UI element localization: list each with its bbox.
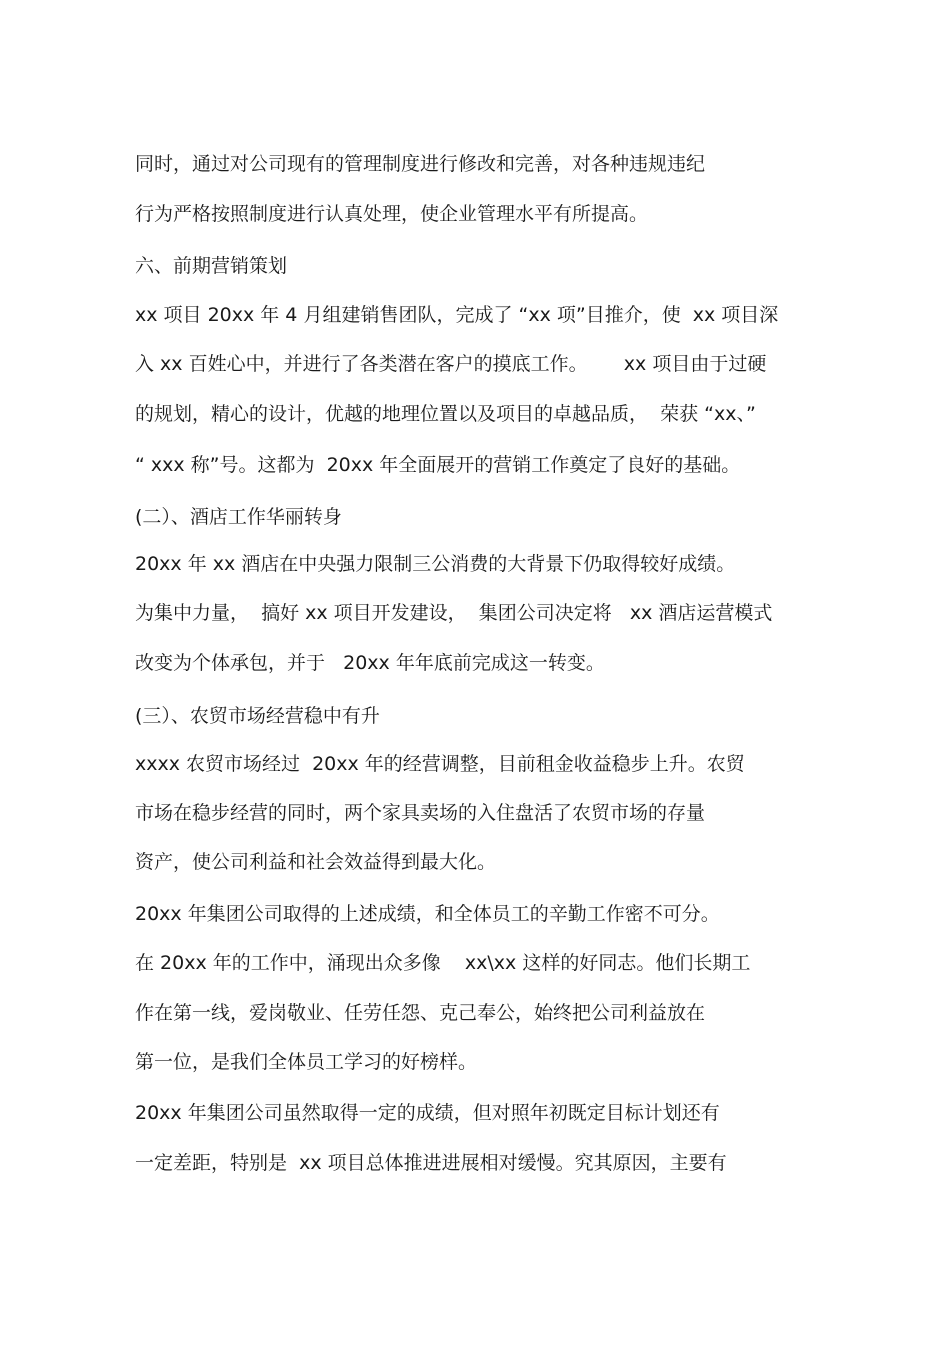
text-line: 20xx 年 xx 酒店在中央强力限制三公消费的大背景下仍取得较好成绩。 <box>135 553 736 575</box>
text-line: 行为严格按照制度进行认真处理，使企业管理水平有所提高。 <box>135 203 649 225</box>
text-line: “ xxx 称”号。这都为 20xx 年全面展开的营销工作奠定了良好的基础。 <box>135 454 741 476</box>
text-line: 资产，使公司利益和社会效益得到最大化。 <box>135 851 497 873</box>
text-line: 入 xx 百姓心中，并进行了各类潜在客户的摸底工作。 xx 项目由于过硬 <box>135 353 767 375</box>
text-line: 市场在稳步经营的同时，两个家具卖场的入住盘活了农贸市场的存量 <box>135 802 706 824</box>
text-line: 改变为个体承包，并于 20xx 年年底前完成这一转变。 <box>135 652 605 674</box>
text-line: 同时，通过对公司现有的管理制度进行修改和完善，对各种违规违纪 <box>135 153 706 175</box>
text-line: 20xx 年集团公司虽然取得一定的成绩，但对照年初既定目标计划还有 <box>135 1102 720 1124</box>
text-line: 为集中力量， 搞好 xx 项目开发建设， 集团公司决定将 xx 酒店运营模式 <box>135 602 773 624</box>
text-line: 的规划，精心的设计，优越的地理位置以及项目的卓越品质， 荣获 “xx、” <box>135 403 756 425</box>
text-line: xxxx 农贸市场经过 20xx 年的经营调整，目前租金收益稳步上升。农贸 <box>135 753 745 775</box>
text-line: xx 项目 20xx 年 4 月组建销售团队，完成了 “xx 项”目推介，使 xx 项目深 <box>135 304 779 326</box>
section-heading: (二）、酒店工作华丽转身 <box>135 506 342 528</box>
section-heading: 六、前期营销策划 <box>135 255 288 277</box>
text-line: 作在第一线，爱岗敬业、任劳任怨、克己奉公，始终把公司利益放在 <box>135 1002 706 1024</box>
text-line: 在 20xx 年的工作中，涌现出众多像 xx\xx 这样的好同志。他们长期工 <box>135 952 751 974</box>
text-line: 第一位，是我们全体员工学习的好榜样。 <box>135 1051 478 1073</box>
text-line: 20xx 年集团公司取得的上述成绩，和全体员工的辛勤工作密不可分。 <box>135 903 720 925</box>
text-line: 一定差距，特别是 xx 项目总体推进进展相对缓慢。究其原因，主要有 <box>135 1152 727 1174</box>
section-heading: (三）、农贸市场经营稳中有升 <box>135 705 380 727</box>
